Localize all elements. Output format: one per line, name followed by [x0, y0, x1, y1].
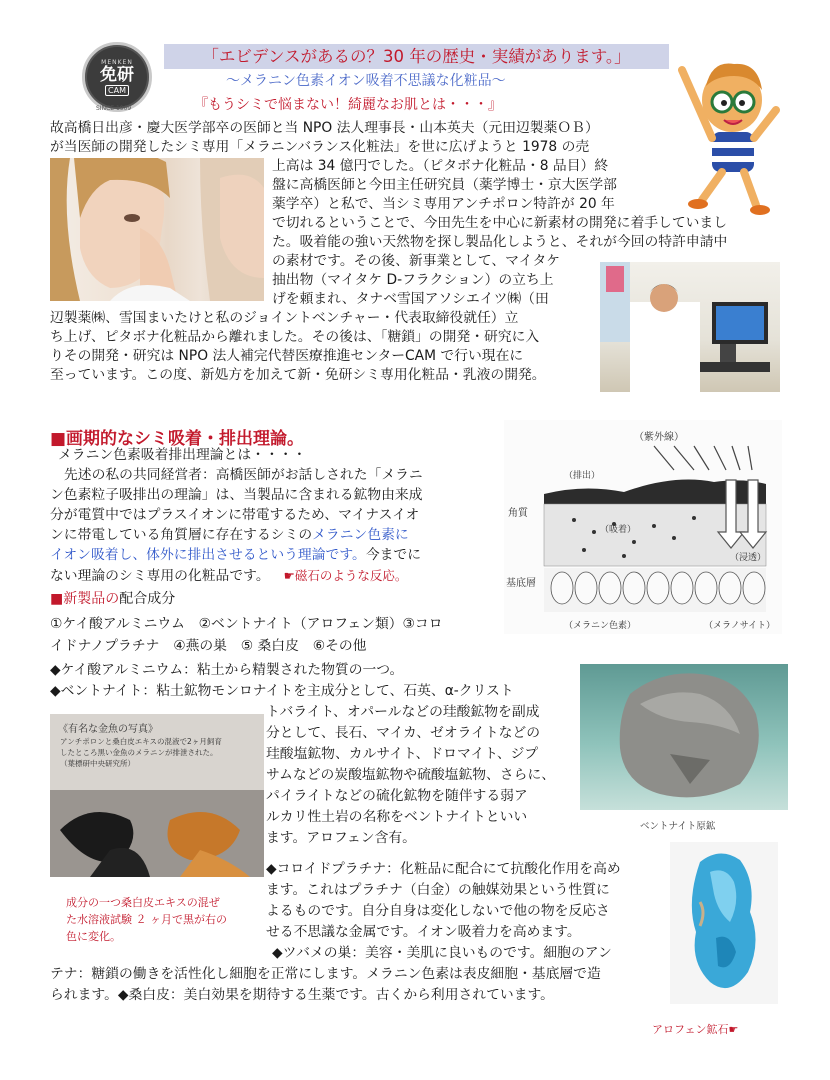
ingredient-bentonite: トバライト、オパールなどの珪酸鉱物を副成	[266, 704, 540, 720]
goldfish-caption-line: た水溶液試験 ２ ヶ月で黒が右の	[66, 913, 227, 926]
theory-heading: ■画期的なシミ吸着・排出理論。	[50, 429, 305, 449]
ingredient-nest: テナ：糖鎖の働きを活性化し細胞を正常にします。メラニン色素は表皮細胞・基底層で造	[50, 966, 601, 982]
theory-line	[50, 526, 409, 545]
logo-text: 免研	[100, 64, 134, 85]
bentonite-ore-photo	[580, 664, 788, 810]
intro-line: の素材です。その後、新事業として、マイタケ	[272, 253, 561, 269]
ingredient-nest: ◆ツバメの巣：美容・美肌に良いものです。細胞のアン	[272, 945, 612, 961]
intro-line: ち上げ、ピタボナ化粧品から離れました。その後は、「糖鎖」の開発・研究に入	[50, 329, 540, 345]
goldfish-photo	[50, 714, 264, 877]
logo-ring-text: MENKEN	[101, 58, 133, 66]
diagram-label-stratum: 角質	[508, 508, 528, 519]
intro-line: 薬学卒）と私で、当シミ専用アンチポロン特許が 20 年	[272, 196, 615, 212]
ingredient-list: イドナノプラチナ ④燕の巣 ⑤ 桑白皮 ⑥その他	[50, 638, 367, 654]
page-tagline: 『もうシミで悩まない！綺麗なお肌とは・・・』	[194, 97, 502, 113]
diagram-label-basal: 基底層	[506, 578, 536, 589]
goldfish-photo-note	[60, 736, 222, 769]
logo-sub: CAM	[105, 85, 129, 96]
theory-text: ンに帯電している角質層に存在するシミの	[50, 527, 313, 543]
intro-line: 至っています。この度、新処方を加えて新・免研シミ専用化粧品・乳液の開発。	[50, 367, 546, 383]
theory-highlight: イオン吸着し、体外に排出させるという理論です。	[50, 547, 366, 563]
intro-line: で切れるということで、今田先生を中心に新素材の開発に着手していまし	[272, 215, 728, 231]
woman-skin-photo	[50, 158, 264, 301]
theory-line	[50, 546, 421, 565]
skin-layer-diagram	[504, 420, 782, 634]
diagram-label-uv: （紫外線）	[634, 432, 684, 443]
goldfish-caption-line: 色に変化。	[66, 930, 121, 943]
ingredient-bentonite: サムなどの炭酸塩鉱物や硫酸塩鉱物、さらに、	[266, 767, 556, 783]
intro-line: が当医師の開発したシミ専用「メラニンバランス化粧法」を世に広げようと 1978 の売	[50, 139, 590, 155]
theory-line: 分が電質中ではプラスイオンに帯電するため、マイナスイオ	[50, 507, 420, 523]
ingredient-platinum: せる不思議な金属です。イオン吸着力を高めます。	[266, 924, 581, 940]
diagram-label-excrete: （排出）	[564, 471, 601, 481]
page-subtitle: ～メラニン色素イオン吸着不思議な化粧品～	[226, 73, 506, 89]
allophane-ore-photo	[670, 842, 778, 1004]
ingredient-list: ①ケイ酸アルミニウム ②ベントナイト（アロフェン類）③コロ	[50, 616, 443, 632]
ingredient-platinum: ます。これはプラチナ（白金）の触媒効果という性質に	[266, 882, 610, 898]
ingredients-heading-b: 配合成分	[119, 591, 176, 607]
menken-logo	[82, 42, 152, 112]
goldfish-caption-line: 成分の一つ桑白皮エキスの混ぜ	[66, 896, 220, 909]
theory-line: ン色素粒子吸排出の理論」は、当製品に含まれる鉱物由来成	[50, 487, 423, 503]
intro-line: げを頼まれ、タナベ雪国アソシエイツ㈱（田	[272, 291, 549, 307]
intro-line: 辺製薬㈱、雪国まいたけと私のジョイントベンチャー・代表取締役就任）立	[50, 310, 519, 326]
diagram-label-melanin: （メラニン色素）	[564, 621, 637, 631]
page-title: 「エビデンスがあるの？30 年の歴史・実績があります。」	[164, 44, 669, 69]
goldfish-photo-title: 《有名な金魚の写真》	[58, 724, 158, 735]
goldfish-caption	[66, 894, 227, 945]
ingredient-mulberry: られます。◆桑白皮：美白効果を期待する生薬です。古くから利用されています。	[50, 987, 554, 1003]
intro-line: た。吸着能の強い天然物を探し製品化しようと、それが今回の特許申請中	[272, 234, 728, 250]
cartoon-boy-illustration	[672, 50, 782, 215]
intro-line: 上高は 34 億円でした。（ピタボナ化粧品・8 品目）終	[272, 158, 609, 174]
goldfish-note-line: （葉標研中央研究所）	[60, 759, 135, 768]
diagram-label-melanocyte: （メラノサイト）	[704, 621, 776, 631]
diagram-label-adsorb: （吸着）	[600, 525, 637, 535]
goldfish-note-line: アンチポロンと桑白皮エキスの混液で2ヶ月飼育	[60, 737, 222, 746]
magnet-note: ☛磁石のような反応。	[283, 568, 408, 583]
allophane-caption: アロフェン鉱石☛	[652, 1023, 739, 1036]
goldfish-note-line: したところ黒い金魚のメラニンが排泄された。	[60, 748, 218, 757]
ingredients-heading	[50, 590, 175, 609]
doctor-at-computer-photo	[600, 262, 780, 392]
theory-line: メラニン色素吸着排出理論とは・・・・	[58, 447, 307, 463]
intro-line: 抽出物（マイタケ D-フラクション）の立ち上	[272, 272, 554, 288]
intro-line: りその開発・研究は NPO 法人補完代替医療推進センターCAM で行い現在に	[50, 348, 524, 364]
ingredient-platinum: ◆コロイドプラチナ：化粧品に配合にて抗酸化作用を高め	[266, 861, 621, 877]
ingredient-bentonite: パイライトなどの硫化鉱物を随伴する弱ア	[266, 788, 528, 804]
bentonite-caption: ベントナイト原鉱	[640, 821, 716, 832]
logo-since: SINCE 1909	[96, 105, 132, 112]
theory-line	[50, 566, 407, 586]
diagram-label-penetrate: （浸透）	[730, 553, 767, 563]
ingredient-bentonite: ます。アロフェン含有。	[266, 830, 416, 846]
theory-line: 先述の私の共同経営者：高橋医師がお話しされた「メラニ	[64, 467, 423, 483]
intro-line: 故高橋日出彦・慶大医学部卒の医師と当 NPO 法人理事長・山本英夫（元田辺製薬ＯＢ）	[50, 120, 599, 136]
ingredient-alum: ◆ケイ酸アルミニウム：粘土から精製された物質の一つ。	[50, 662, 404, 678]
theory-text: ない理論のシミ専用の化粧品です。	[50, 568, 270, 584]
ingredient-bentonite: 珪酸塩鉱物、カルサイト、ドロマイト、ジプ	[266, 746, 539, 762]
ingredients-heading-a: ■新製品の	[50, 591, 120, 607]
ingredient-bentonite: 分として、長石、マイカ、ゼオライトなどの	[266, 725, 541, 741]
ingredient-platinum: よるものです。自分自身は変化しないで他の物を反応さ	[266, 903, 610, 919]
intro-line: 盤に高橋医師と今田主任研究員（薬学博士・京大医学部	[272, 177, 617, 193]
theory-highlight: メラニン色素に	[312, 527, 409, 543]
ingredient-bentonite: ルカリ性土岩の名称をベントナイトといい	[266, 809, 528, 825]
ingredient-bentonite: ◆ベントナイト：粘土鉱物モンロナイトを主成分として、石英、α-クリスト	[50, 683, 514, 699]
theory-text: 今までに	[365, 547, 421, 563]
